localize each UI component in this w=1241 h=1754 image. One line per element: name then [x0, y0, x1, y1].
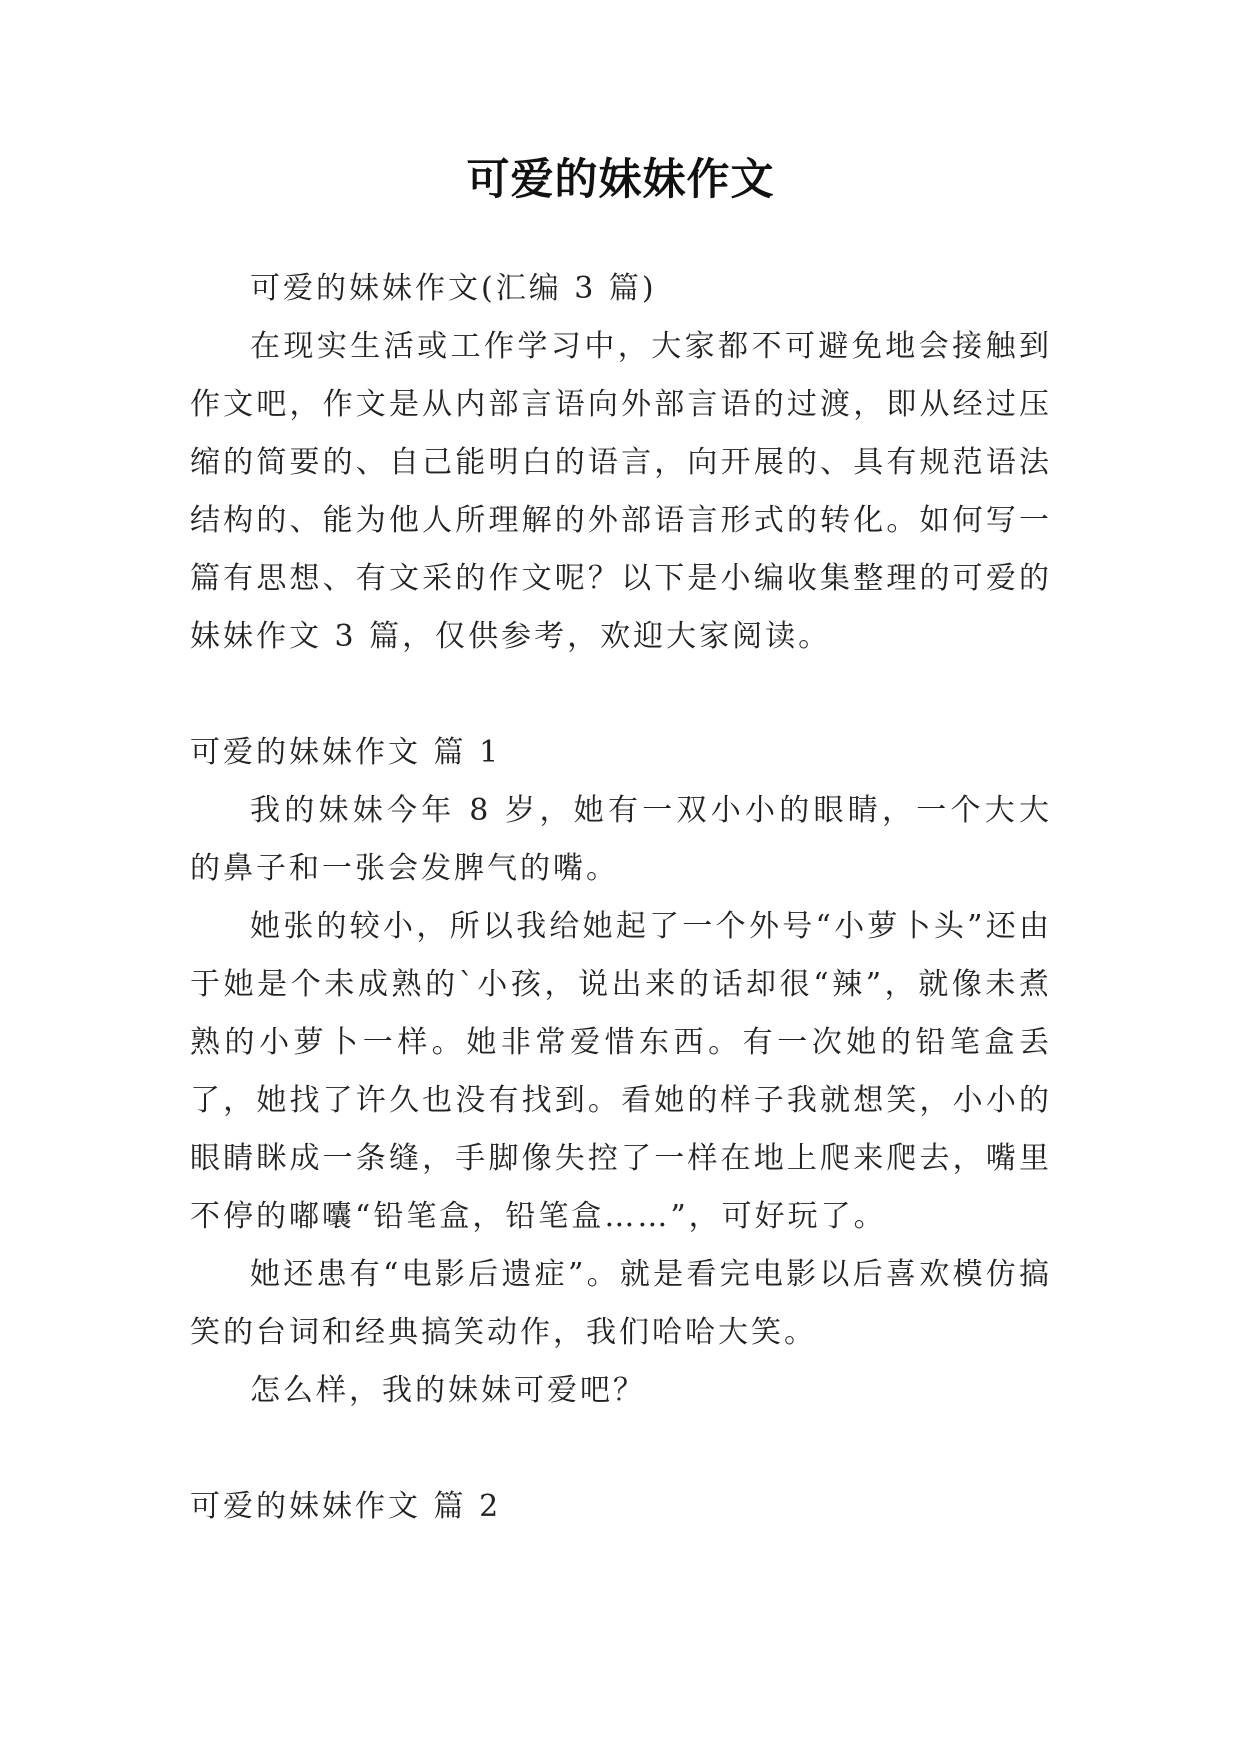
section-1-paragraph-3: 她还患有“电影后遗症”。就是看完电影以后喜欢模仿搞笑的台词和经典搞笑动作，我们哈哈大笑。	[190, 1257, 1052, 1350]
section-heading-1: 可爱的妹妹作文 篇 1	[190, 735, 502, 770]
section-1-paragraph-1: 我的妹妹今年 8 岁，她有一双小小的眼睛，一个大大的鼻子和一张会发脾气的嘴。	[190, 793, 1052, 886]
section-1-paragraph-4: 怎么样，我的妹妹可爱吧？	[250, 1373, 646, 1408]
document-title: 可爱的妹妹作文	[466, 155, 775, 205]
document-subtitle: 可爱的妹妹作文(汇编 3 篇)	[250, 271, 657, 306]
section-1-paragraph-2: 她张的较小，所以我给她起了一个外号“小萝卜头”还由于她是个未成熟的`小孩，说出来的话却很“辣”，就像未煮熟的小萝卜一样。她非常爱惜东西。有一次她的铅笔盒丢了，她找了许久也没有找到。看她的样子我就想笑，小小的眼睛眯成一条缝，手脚像失控了一样在地上爬来爬去，嘴里不停的嘟囔“铅笔盒，铅笔盒……”，可好玩了。	[190, 909, 1052, 1234]
document-body	[190, 260, 1052, 1536]
intro-paragraph: 在现实生活或工作学习中，大家都不可避免地会接触到作文吧，作文是从内部言语向外部言语的过渡，即从经过压缩的简要的、自己能明白的语言，向开展的、具有规范语法结构的、能为他人所理解的外部语言形式的转化。如何写一篇有思想、有文采的作文呢？以下是小编收集整理的可爱的妹妹作文 3 篇，仅供参考，欢迎大家阅读。	[190, 329, 1052, 654]
section-heading-2: 可爱的妹妹作文 篇 2	[190, 1489, 502, 1524]
